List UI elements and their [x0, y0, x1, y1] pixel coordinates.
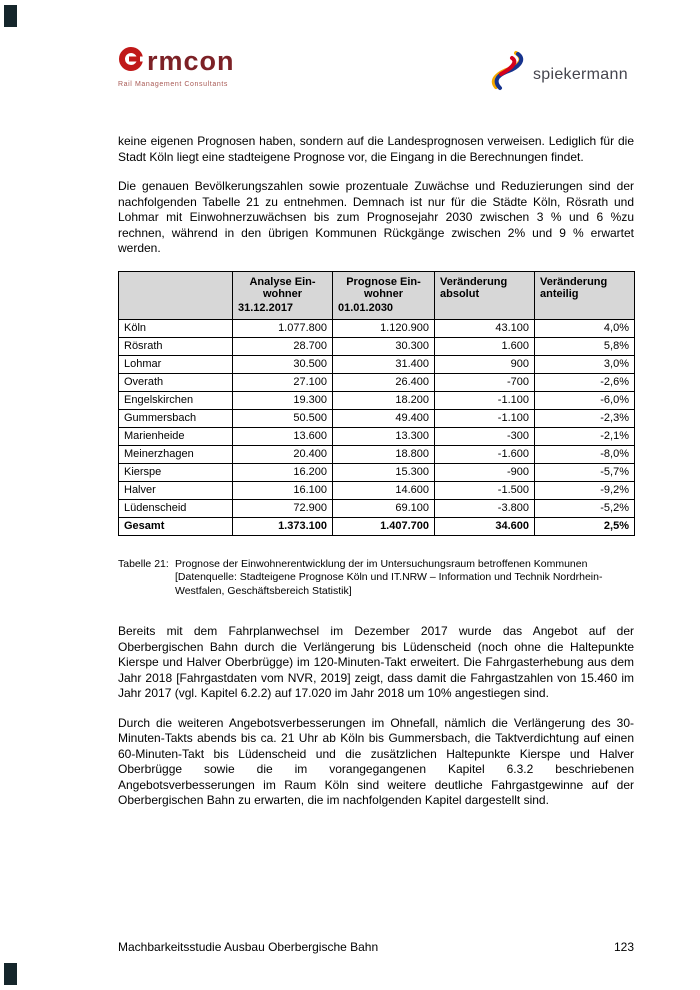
- value-cell: 19.300: [233, 391, 333, 409]
- commune-name-cell: Engelskirchen: [119, 391, 233, 409]
- paragraph-4: Durch die weiteren Angebotsverbesserungen im Ohnefall, nämlich die Verlängerung des 30-Minuten-Takts abends bis ca. 21 Uhr ab Köln bis Gummersbach, die Taktverdichtung auf einen 60-Minuten-Takt bis Lüdenscheid und die zusätzlichen Haltepunkte Kierspe und Halver Oberbrügge sowie die im vorangegangenen Kapitel 6.3.2 beschriebenen Angebotsverbesserungen im Raum Köln sind weitere deutliche Fahrgastgewinne auf der Oberbergischen Bahn zu erwarten, die im nachfolgenden Kapitel dargestellt sind.: [118, 715, 634, 807]
- value-cell: 34.600: [435, 517, 535, 535]
- header-analyse-date: 31.12.2017: [238, 301, 294, 314]
- table-row: [119, 355, 635, 373]
- header-prognose-cell: [333, 271, 435, 319]
- value-cell: 14.600: [333, 481, 435, 499]
- header-analyse-cell: [233, 271, 333, 319]
- page-footer: [118, 940, 634, 954]
- value-cell: 18.200: [333, 391, 435, 409]
- value-cell: -9,2%: [535, 481, 635, 499]
- table-header-row: [119, 271, 635, 319]
- commune-name-cell: Meinerzhagen: [119, 445, 233, 463]
- commune-name-cell: Overath: [119, 373, 233, 391]
- value-cell: -1.100: [435, 391, 535, 409]
- scan-corner-mark-bottom: [4, 963, 17, 985]
- footer-page-number: 123: [613, 940, 634, 954]
- rmcon-wordmark: rmcon: [147, 46, 235, 76]
- table-row: [119, 445, 635, 463]
- table-row: [119, 463, 635, 481]
- table-body: [119, 319, 635, 535]
- footer-title: Machbarkeitsstudie Ausbau Oberbergische Bahn: [118, 940, 379, 954]
- value-cell: -8,0%: [535, 445, 635, 463]
- rmcon-subtitle: Rail Management Consultants: [118, 81, 228, 88]
- commune-name-cell: Lohmar: [119, 355, 233, 373]
- header-absolut-cell: [435, 271, 535, 319]
- value-cell: 13.300: [333, 427, 435, 445]
- value-cell: -300: [435, 427, 535, 445]
- table-row: [119, 391, 635, 409]
- header-anteilig-cell: [535, 271, 635, 319]
- value-cell: 16.100: [233, 481, 333, 499]
- table-row: [119, 319, 635, 337]
- rmcon-logo: [118, 46, 235, 88]
- table-row: [119, 373, 635, 391]
- value-cell: 18.800: [333, 445, 435, 463]
- commune-name-cell: Rösrath: [119, 337, 233, 355]
- commune-name-cell: Lüdenscheid: [119, 499, 233, 517]
- table-row: [119, 499, 635, 517]
- value-cell: 4,0%: [535, 319, 635, 337]
- header-prognose-date: 01.01.2030: [338, 301, 394, 314]
- paragraph-2: Die genauen Bevölkerungszahlen sowie prozentuale Zuwächse und Reduzierungen sind der nachfolgenden Tabelle 21 zu entnehmen. Demnach ist nur für die Städte Köln, Rösrath und Lohmar mit Einwohnerzuwächsen bis zum Prognosejahr 2030 zwischen 3 % und 6 %zu rechnen, während in den übrigen Kommunen Rückgänge zwischen 2% und 9 % erwartet werden.: [118, 179, 634, 255]
- table-caption-text: [175, 558, 634, 599]
- value-cell: -1.100: [435, 409, 535, 427]
- value-cell: 13.600: [233, 427, 333, 445]
- scan-corner-mark-top: [4, 5, 17, 27]
- value-cell: -1.500: [435, 481, 535, 499]
- value-cell: -1.600: [435, 445, 535, 463]
- table-row: [119, 337, 635, 355]
- spiekermann-swoosh-icon: [487, 50, 527, 99]
- value-cell: 30.300: [333, 337, 435, 355]
- value-cell: -3.800: [435, 499, 535, 517]
- value-cell: -5,7%: [535, 463, 635, 481]
- value-cell: 15.300: [333, 463, 435, 481]
- value-cell: -6,0%: [535, 391, 635, 409]
- value-cell: 27.100: [233, 373, 333, 391]
- header-analyse-label: Analyse Ein-wohner: [249, 275, 316, 300]
- paragraph-1: keine eigenen Prognosen haben, sondern auf die Landesprognosen verweisen. Lediglich für die Stadt Köln liegt eine stadteigene Prognose vor, die Eingang in die Berechnungen findet.: [118, 134, 634, 164]
- value-cell: 1.373.100: [233, 517, 333, 535]
- table-caption-line2: [Datenquelle: Stadteigene Prognose Köln und IT.NRW – Information und Technik Nordrhein-Westfalen, Geschäftsbereich Statistik]: [175, 571, 603, 597]
- value-cell: -900: [435, 463, 535, 481]
- table-row: [119, 481, 635, 499]
- table-caption: [118, 558, 634, 599]
- value-cell: 49.400: [333, 409, 435, 427]
- table-total-row: [119, 517, 635, 535]
- paragraph-3: Bereits mit dem Fahrplanwechsel im Dezember 2017 wurde das Angebot auf der Oberbergischen Bahn durch die Verlängerung bis Lüdenscheid (noch ohne die Haltepunkte Kierspe und Halver Oberbrügge) im 120-Minuten-Takt erweitert. Die Fahrgasterhebung aus dem Jahr 2018 [Fahrgastdaten vom NVR, 2019] zeigt, dass damit die Fahrgastzahlen von 15.460 im Jahr 2017 (vgl. Kapitel 6.2.2) auf 17.020 im Jahr 2018 um 10% angestiegen sind.: [118, 624, 634, 700]
- value-cell: 3,0%: [535, 355, 635, 373]
- value-cell: 69.100: [333, 499, 435, 517]
- value-cell: -2,3%: [535, 409, 635, 427]
- table-caption-label: Tabelle 21:: [118, 557, 169, 570]
- value-cell: 5,8%: [535, 337, 635, 355]
- commune-name-cell: Kierspe: [119, 463, 233, 481]
- commune-name-cell: Gummersbach: [119, 409, 233, 427]
- value-cell: -2,1%: [535, 427, 635, 445]
- commune-name-cell: Halver: [119, 481, 233, 499]
- spiekermann-wordmark: spiekermann: [533, 65, 628, 83]
- header-anteilig-label: Veränderung anteilig: [540, 275, 608, 300]
- value-cell: 26.400: [333, 373, 435, 391]
- value-cell: -700: [435, 373, 535, 391]
- value-cell: 1.120.900: [333, 319, 435, 337]
- population-table: [118, 271, 635, 536]
- value-cell: 30.500: [233, 355, 333, 373]
- commune-name-cell: Köln: [119, 319, 233, 337]
- table-row: [119, 409, 635, 427]
- rmcon-gear-icon: [118, 46, 144, 77]
- table-row: [119, 427, 635, 445]
- value-cell: 1.600: [435, 337, 535, 355]
- value-cell: 16.200: [233, 463, 333, 481]
- commune-name-cell: Marienheide: [119, 427, 233, 445]
- header-empty-cell: [119, 271, 233, 319]
- value-cell: 50.500: [233, 409, 333, 427]
- value-cell: -2,6%: [535, 373, 635, 391]
- value-cell: 20.400: [233, 445, 333, 463]
- value-cell: 1.077.800: [233, 319, 333, 337]
- value-cell: 900: [435, 355, 535, 373]
- page-content: [118, 134, 634, 823]
- value-cell: 72.900: [233, 499, 333, 517]
- value-cell: 2,5%: [535, 517, 635, 535]
- table-caption-line1: Prognose der Einwohnerentwicklung der im Untersuchungsraum betroffenen Kommunen: [175, 557, 588, 570]
- value-cell: 1.407.700: [333, 517, 435, 535]
- header-prognose-label: Prognose Ein-wohner: [346, 275, 421, 300]
- value-cell: 43.100: [435, 319, 535, 337]
- value-cell: 31.400: [333, 355, 435, 373]
- commune-name-cell: Gesamt: [119, 517, 233, 535]
- value-cell: 28.700: [233, 337, 333, 355]
- header-absolut-label: Veränderung absolut: [440, 275, 508, 300]
- spiekermann-logo: [487, 50, 628, 99]
- value-cell: -5,2%: [535, 499, 635, 517]
